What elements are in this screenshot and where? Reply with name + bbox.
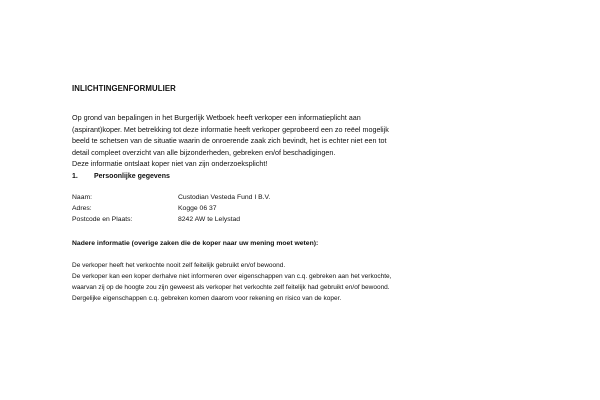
further-info-heading: Nadere informatie (overige zaken die de koper naar uw mening moet weten):: [72, 240, 319, 247]
paragraph-3: Dergelijke eigenschappen c.q. gebreken komen daarom voor rekening en risico van de koper.: [72, 295, 342, 302]
postal-label: Postcode en Plaats:: [72, 216, 133, 223]
intro-line: detail compleet overzicht van alle bijzonderheden, gebreken en/of beschadigingen.: [72, 147, 336, 157]
address-value: Kogge 06 37: [178, 205, 217, 212]
address-label: Adres:: [72, 205, 92, 212]
paragraph-line: De verkoper kan een koper derhalve niet informeren over eigenschappen van c.q. gebreken aan het verkochte,: [72, 273, 392, 280]
paragraph-2: [72, 272, 542, 293]
document-title: INLICHTINGENFORMULIER: [72, 84, 176, 93]
paragraph-line: waarvan zij op de hoogte zou zijn geweest als verkoper het verkochte zelf feitelijk had gebruikt en/of bewoond.: [72, 283, 390, 291]
intro-paragraph: [72, 112, 542, 170]
intro-line: Deze informatie ontslaat koper niet van zijn onderzoeksplicht!: [72, 159, 268, 169]
intro-line: Op grond van bepalingen in het Burgerlijk Wetboek heeft verkoper een informatieplicht aan: [72, 113, 361, 122]
intro-line: (aspirant)koper. Met betrekking tot deze informatie heeft verkoper geprobeerd een zo reëel mogelijk: [72, 124, 389, 134]
name-value: Custodian Vesteda Fund I B.V.: [178, 194, 271, 201]
section-heading-personal: [72, 173, 170, 180]
name-label: Naam:: [72, 194, 93, 201]
section-title: Persoonlijke gegevens: [94, 173, 170, 180]
postal-value: 8242 AW te Lelystad: [178, 216, 241, 223]
section-number: 1.: [72, 173, 78, 180]
intro-line: beeld te schetsen van de situatie waarin de onroerende zaak zich bevindt, het is echter niet een tot: [72, 136, 387, 146]
paragraph-1: De verkoper heeft het verkochte nooit zelf feitelijk gebruikt en/of bewoond.: [72, 262, 286, 269]
